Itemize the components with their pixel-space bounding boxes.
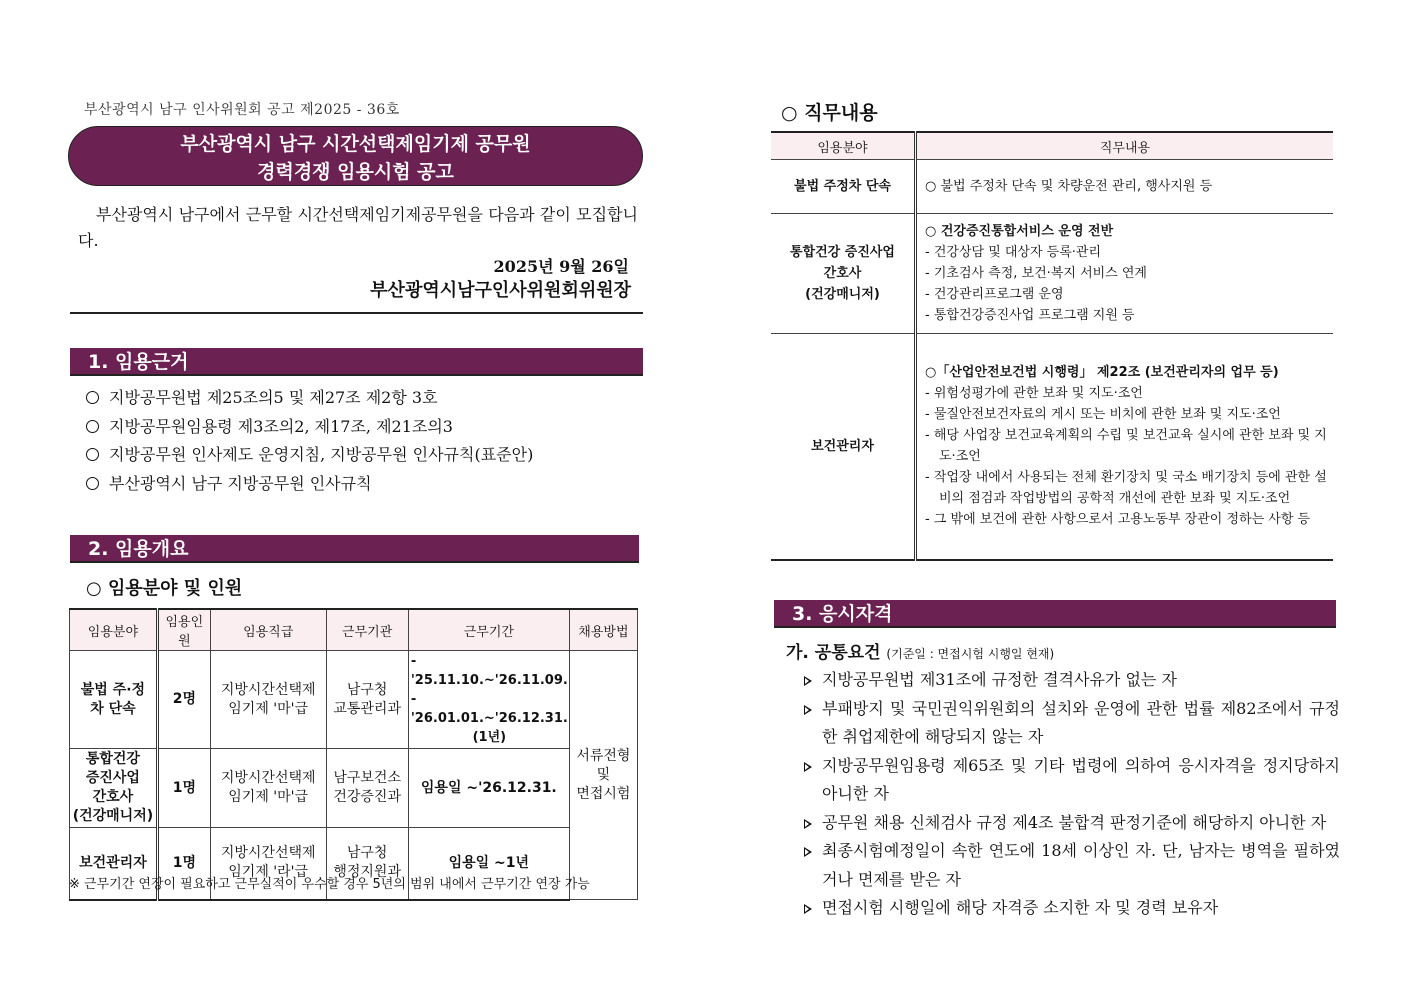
issuer-name: 부산광역시남구인사위원회위원장 bbox=[370, 280, 631, 301]
count-cell: 1명 bbox=[157, 828, 210, 900]
period-cell: 임용일 ~1년 bbox=[408, 828, 569, 900]
list-item: - 위험성평가에 관한 보좌 및 지도·조언 bbox=[925, 386, 1143, 402]
col-header: 채용방법 bbox=[569, 609, 637, 651]
divider bbox=[70, 312, 643, 314]
triangle-bullet-icon bbox=[804, 762, 812, 772]
col-header: 근무기관 bbox=[326, 609, 408, 651]
triangle-bullet-icon bbox=[804, 676, 812, 686]
category-cell: 보건관리자 bbox=[771, 334, 916, 560]
list-item: - 건강관리프로그램 운영 bbox=[925, 287, 1064, 302]
count-cell: 1명 bbox=[157, 749, 210, 828]
list-item: - 작업장 내에서 사용되는 전체 환기장치 및 국소 배기장치 등에 관한 설비의 점검과 작업방법의 공학적 개선에 관한 보좌 및 지도·조언 bbox=[925, 470, 1327, 507]
duty-content-cell: ○ 불법 주정차 단속 및 차량운전 관리, 행사지원 등 bbox=[916, 160, 1334, 214]
list-item: 지방공무원임용령 제65조 및 기타 법령에 의하여 응시자격을 정지당하지 아니한 자 bbox=[800, 752, 1340, 809]
triangle-bullet-icon bbox=[804, 819, 812, 829]
list-item: - 통합건강증진사업 프로그램 지원 등 bbox=[925, 308, 1135, 323]
table-row bbox=[771, 214, 1333, 334]
list-item: - 해당 사업장 보건교육계획의 수립 및 보건교육 실시에 관한 보좌 및 지도·조언 bbox=[925, 428, 1327, 465]
list-item: 지방공무원법 제25조의5 및 제27조 제2항 3호 bbox=[86, 384, 533, 413]
common-requirements-heading: 가. 공통요건 (기준일 : 면접시험 시행일 현재) bbox=[786, 643, 1055, 663]
triangle-bullet-icon bbox=[804, 705, 812, 715]
table-row bbox=[70, 651, 638, 749]
list-item: - 기초검사 측정, 보건·복지 서비스 연계 bbox=[925, 266, 1147, 281]
title-line-2: 경력경쟁 임용시험 공고 bbox=[257, 161, 454, 183]
period-cell: 임용일 ~'26.12.31. bbox=[408, 749, 569, 828]
table-header-row bbox=[771, 132, 1333, 160]
field-cell: 통합건강 증진사업 간호사 (건강매니저) bbox=[70, 749, 158, 828]
title-line-1: 부산광역시 남구 시간선택제임기제 공무원 bbox=[180, 133, 531, 155]
section-1-header: 1. 임용근거 bbox=[70, 348, 643, 376]
col-header: 근무기간 bbox=[408, 609, 569, 651]
duty-content-cell: ○ 건강증진통합서비스 운영 전반 - 건강상담 및 대상자 등록·관리 - 기초검사 측정, 보건·복지 서비스 연계 - 건강관리프로그램 운영 - 통합건강증진사업 프로그램 지원 등 bbox=[916, 214, 1334, 334]
count-cell: 2명 bbox=[157, 651, 210, 749]
table-header-row bbox=[70, 609, 638, 651]
section-2-header: 2. 임용개요 bbox=[70, 535, 639, 563]
circle-bullet-icon bbox=[86, 477, 99, 490]
reference-date-note: (기준일 : 면접시험 시행일 현재) bbox=[886, 647, 1055, 661]
triangle-bullet-icon bbox=[804, 847, 812, 857]
table-row bbox=[771, 160, 1333, 214]
grade-cell: 지방시간선택제 임기제 '마'급 bbox=[210, 749, 326, 828]
field-cell: 보건관리자 bbox=[70, 828, 158, 900]
method-cell: 서류전형 및 면접시험 bbox=[569, 651, 637, 900]
triangle-bullet-icon bbox=[804, 904, 812, 914]
list-item: 최종시험예정일이 속한 연도에 18세 이상인 자. 단, 남자는 병역을 필하였거나 면제를 받은 자 bbox=[800, 837, 1340, 894]
intro-paragraph: 부산광역시 남구에서 근무할 시간선택제임기제공무원을 다음과 같이 모집합니다. bbox=[78, 205, 638, 250]
category-cell: 통합건강 증진사업 간호사 (건강매니저) bbox=[771, 214, 916, 334]
list-item: 부패방지 및 국민권익위원회의 설치와 운영에 관한 법률 제82조에서 규정한 취업제한에 해당되지 않는 자 bbox=[800, 695, 1340, 752]
org-cell: 남구청 교통관리과 bbox=[326, 651, 408, 749]
org-cell: 남구청 행정지원과 bbox=[326, 828, 408, 900]
recruitment-table bbox=[69, 608, 638, 901]
list-item: - 물질안전보건자료의 게시 또는 비치에 관한 보좌 및 지도·조언 bbox=[925, 407, 1281, 423]
grade-cell: 지방시간선택제 임기제 '라'급 bbox=[210, 828, 326, 900]
footnote: ※ 근무기간 연장이 필요하고 근무실적이 우수할 경우 5년의 범위 내에서 근무기간 연장 가능 bbox=[69, 877, 590, 892]
grade-cell: 지방시간선택제 임기제 '마'급 bbox=[210, 651, 326, 749]
list-item: 지방공무원 인사제도 운영지침, 지방공무원 인사규칙(표준안) bbox=[86, 441, 533, 470]
recruit-subtitle: ○ 임용분야 및 인원 bbox=[86, 578, 243, 599]
list-item: 공무원 채용 신체검사 규정 제4조 불합격 판정기준에 해당하지 아니한 자 bbox=[800, 809, 1340, 838]
circle-bullet-icon bbox=[86, 448, 99, 461]
list-item: - 건강상담 및 대상자 등록·관리 bbox=[925, 245, 1102, 260]
col-header: 직무내용 bbox=[916, 132, 1334, 160]
announcement-title-banner bbox=[68, 126, 643, 186]
org-cell: 남구보건소 건강증진과 bbox=[326, 749, 408, 828]
duties-title: ○ 직무내용 bbox=[781, 102, 878, 124]
list-item: 지방공무원임용령 제3조의2, 제17조, 제21조의3 bbox=[86, 413, 533, 442]
announcement-date: 2025년 9월 26일 bbox=[493, 257, 629, 276]
table-row bbox=[70, 749, 638, 828]
list-item: 면접시험 시행일에 해당 자격증 소지한 자 및 경력 보유자 bbox=[800, 894, 1340, 923]
qualification-list bbox=[800, 666, 1340, 923]
circle-bullet-icon bbox=[86, 420, 99, 433]
field-cell: 불법 주·정차 단속 bbox=[70, 651, 158, 749]
category-cell: 불법 주정차 단속 bbox=[771, 160, 916, 214]
col-header: 임용인원 bbox=[157, 609, 210, 651]
list-item: 지방공무원법 제31조에 규정한 결격사유가 없는 자 bbox=[800, 666, 1340, 695]
duties-table bbox=[771, 131, 1333, 561]
legal-basis-list bbox=[86, 384, 533, 498]
list-item: 부산광역시 남구 지방공무원 인사규칙 bbox=[86, 470, 533, 499]
col-header: 임용분야 bbox=[70, 609, 158, 651]
section-3-header: 3. 응시자격 bbox=[774, 600, 1336, 628]
table-row bbox=[771, 334, 1333, 560]
notice-number: 부산광역시 남구 인사위원회 공고 제2025 - 36호 bbox=[84, 102, 400, 118]
col-header: 임용분야 bbox=[771, 132, 916, 160]
period-cell: - '25.11.10.~'26.11.09. - '26.01.01.~'26.12.31. (1년) bbox=[408, 651, 569, 749]
duty-content-cell: ○「산업안전보건법 시행령」 제22조 (보건관리자의 업무 등) - 위험성평가에 관한 보좌 및 지도·조언 - 물질안전보건자료의 게시 또는 비치에 관한 보좌 및 지도·조언 - 해당 사업장 보건교육계획의 수립 및 보건교육 실시에 관한 보좌 및 지도·조언 - 작업장 내에서 사용되는 전체 환기장치 및 국소 배기장치 등에 관한 설비의 점검과 작업방법의 공학적 개선에 관한 보좌 및 지도·조언 - 그 밖에 보건에 관한 사항으로서 고용노동부 장관이 정하는 사항 등 bbox=[916, 334, 1334, 560]
circle-bullet-icon bbox=[86, 391, 99, 404]
col-header: 임용직급 bbox=[210, 609, 326, 651]
list-item: - 그 밖에 보건에 관한 사항으로서 고용노동부 장관이 정하는 사항 등 bbox=[925, 512, 1311, 528]
